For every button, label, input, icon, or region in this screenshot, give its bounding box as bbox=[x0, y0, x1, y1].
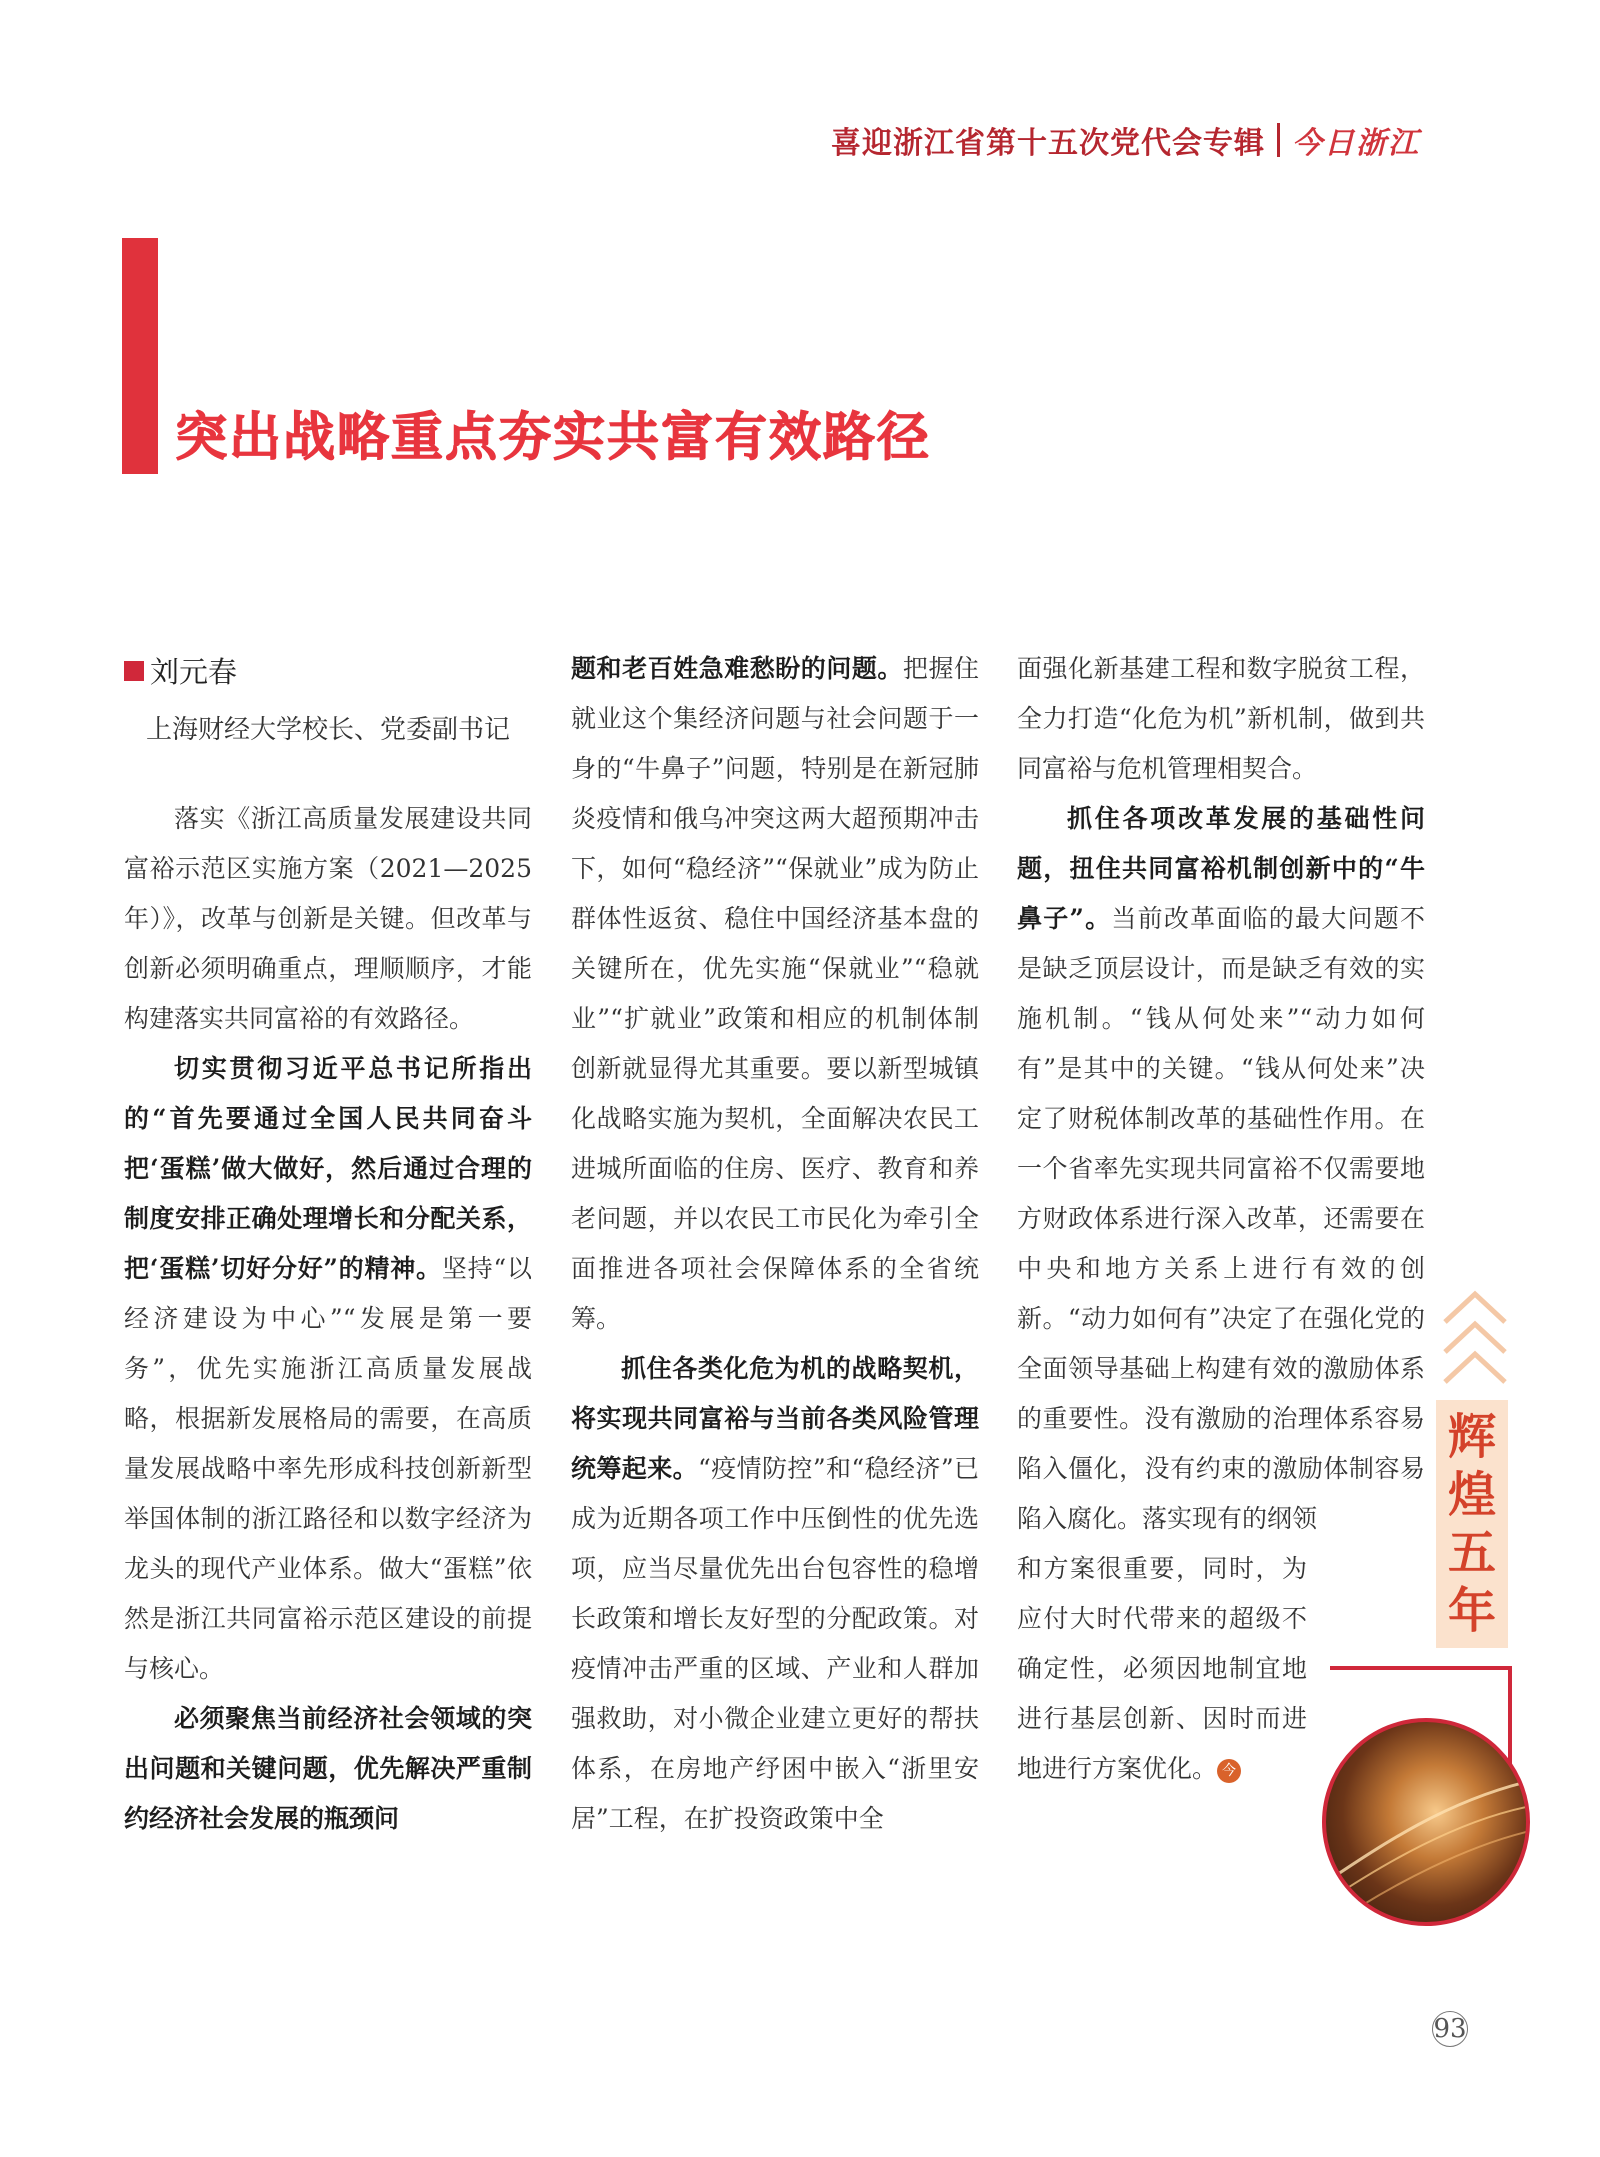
bold-lead: 抓住各类化危为机的战略契机，将实现共同富裕与当前各类风险管理统筹起来。 bbox=[571, 1354, 979, 1483]
chevron-up-icon bbox=[1440, 1282, 1510, 1392]
header-divider bbox=[1277, 123, 1280, 157]
page-number: 93 bbox=[1432, 2011, 1468, 2047]
paragraph: 落实《浙江高质量发展建设共同富裕示范区实施方案（2021—2025年）》，改革与创新是关键。但改革与创新必须明确重点，理顺顺序，才能构建落实共同富裕的有效路径。 bbox=[124, 804, 532, 1033]
paragraph bbox=[571, 644, 979, 1344]
bold-lead: 必须聚焦当前经济社会领域的突出问题和关键问题，优先解决严重制约经济社会发展的瓶颈问 bbox=[124, 1704, 532, 1833]
paragraph-body: 坚持“以经济建设为中心”“发展是第一要务”，优先实施浙江高质量发展战略，根据新发展格局的需要，在高质量发展战略中率先形成科技创新新型举国体制的浙江路径和以数字经济为龙头的现代产业体系。做大“蛋糕”依然是浙江共同富裕示范区建设的前提与核心。 bbox=[124, 1254, 532, 1683]
section-side-tab bbox=[1436, 1400, 1508, 1648]
magazine-logo: 今日浙江 bbox=[1292, 126, 1420, 161]
side-tab-char: 年 bbox=[1447, 1583, 1496, 1639]
paragraph-body: “疫情防控”和“稳经济”已成为近期各项工作中压倒性的优先选项，应当尽量优先出台包容性的稳增长政策和增长友好型的分配政策。对疫情冲击严重的区域、产业和人群加强救助，对小微企业建立更好的帮扶体系，在房地产纾困中嵌入“浙里安居”工程，在扩投资政策中全 bbox=[571, 1454, 979, 1833]
rail-lines-graphic bbox=[1326, 1722, 1526, 1922]
paragraph bbox=[1017, 1544, 1307, 1794]
text-column-2 bbox=[571, 644, 979, 1844]
title-accent-bar bbox=[122, 238, 158, 474]
special-issue-label: 喜迎浙江省第十五次党代会专辑 bbox=[831, 126, 1265, 161]
bold-lead: 切实贯彻习近平总书记所指出的“首先要通过全国人民共同奋斗把‘蛋糕’做大做好，然后通过合理的制度安排正确处理增长和分配关系，把‘蛋糕’切好分好”的精神。 bbox=[124, 1054, 532, 1283]
paragraph-body: 把握住就业这个集经济问题与社会问题于一身的“牛鼻子”问题，特别是在新冠肺炎疫情和俄乌冲突这两大超预期冲击下，如何“稳经济”“保就业”成为防止群体性返贫、稳住中国经济基本盘的关键所在，优先实施“保就业”“稳就业”“扩就业”政策和相应的机制体制创新就显得尤其重要。要以新型城镇化战略实施为契机，全面解决农民工进城所面临的住房、医疗、教育和养老问题，并以农民工市民化为牵引全面推进各项社会保障体系的全省统筹。 bbox=[571, 654, 979, 1333]
author-name-text: 刘元春 bbox=[150, 655, 238, 689]
paragraph bbox=[571, 1344, 979, 1844]
magazine-header bbox=[831, 118, 1420, 162]
side-tab-char: 煌 bbox=[1447, 1467, 1496, 1523]
paragraph: 面强化新基建工程和数字脱贫工程，全力打造“化危为机”新机制，做到共同富裕与危机管理相契合。 bbox=[1017, 654, 1425, 783]
side-tab-char: 五 bbox=[1447, 1525, 1496, 1581]
paragraph bbox=[124, 1694, 532, 1844]
paragraph bbox=[124, 1044, 532, 1694]
bold-lead: 题和老百姓急难愁盼的问题。 bbox=[571, 654, 903, 683]
article-title: 突出战略重点夯实共富有效路径 bbox=[175, 408, 932, 468]
author-name bbox=[124, 650, 534, 691]
paragraph-body: 和方案很重要，同时，为应付大时代带来的超级不确定性，必须因地制宜地进行基层创新、因时而进地进行方案优化。 bbox=[1017, 1554, 1307, 1783]
end-mark-icon: 今 bbox=[1217, 1759, 1241, 1783]
text-column-3 bbox=[1017, 644, 1425, 1794]
author-affiliation: 上海财经大学校长、党委副书记 bbox=[146, 715, 511, 745]
red-square-icon bbox=[124, 661, 144, 681]
bold-lead: 抓住各项改革发展的基础性问题，扭住共同富裕机制创新中的“牛鼻子”。 bbox=[1017, 804, 1425, 933]
text-column-1 bbox=[124, 794, 532, 1844]
paragraph-body: 当前改革面临的最大问题不是缺乏顶层设计，而是缺乏有效的实施机制。“钱从何处来”“动力如何有”是其中的关键。“钱从何处来”决定了财税体制改革的基础性作用。在一个省率先实现共同富裕不仅需要地方财政体系进行深入改革，还需要在中央和地方关系上进行有效的创新。“动力如何有”决定了在强化党的全面领导基础上构建有效的激励体系的重要性。没有激励的治理体系容易陷入僵化，没有约束的激励体制容易陷入腐化。落实现有的纲领 bbox=[1017, 904, 1425, 1533]
decorative-photo bbox=[1322, 1718, 1530, 1926]
side-tab-char: 辉 bbox=[1447, 1409, 1496, 1465]
author-block bbox=[124, 650, 534, 746]
paragraph bbox=[1017, 794, 1425, 1544]
